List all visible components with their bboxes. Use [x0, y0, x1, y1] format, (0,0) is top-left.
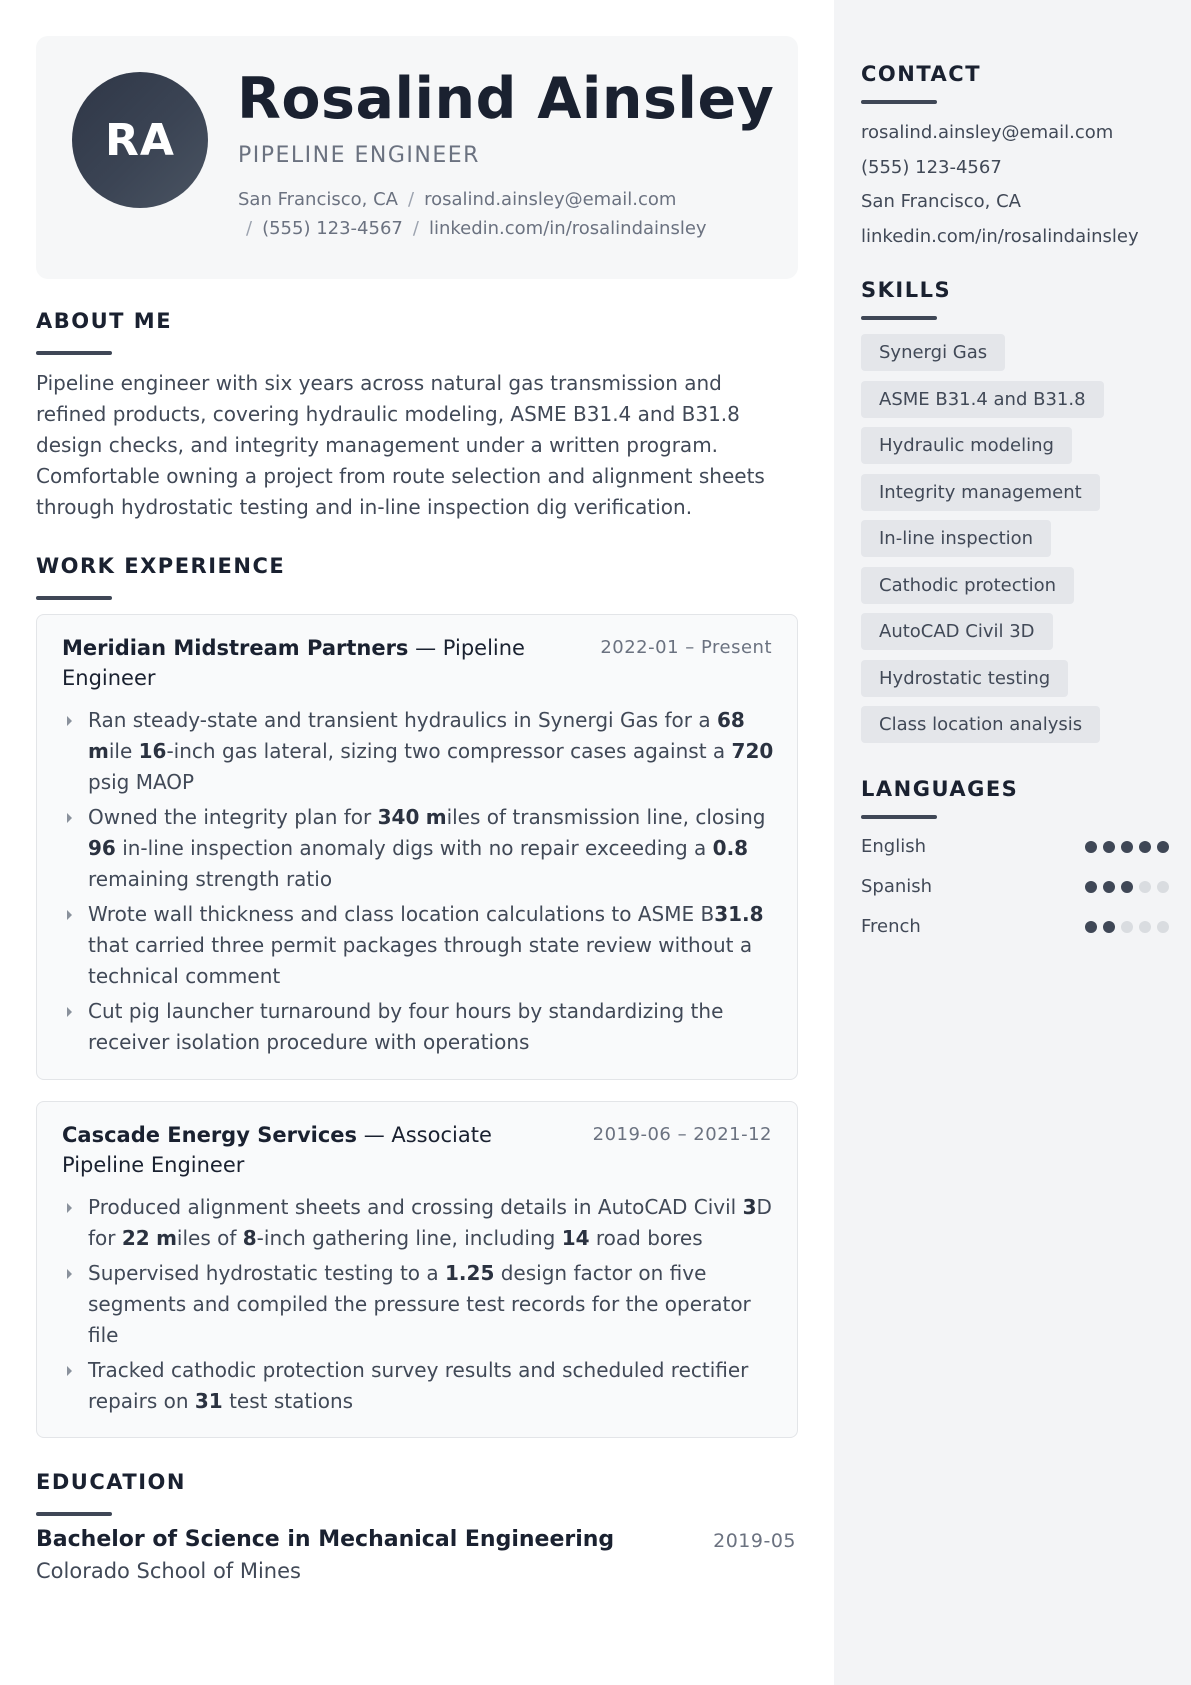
bullet-arrow-icon: [67, 1203, 72, 1213]
language-level-dots: [1085, 921, 1169, 933]
separator: /: [412, 218, 419, 239]
languages-heading-underline: [861, 815, 937, 819]
rating-dot-filled-icon: [1103, 921, 1115, 933]
bullet-text: that carried three permit packages through state review without a technical comment: [88, 933, 753, 988]
bullet-text: Produced alignment sheets and crossing details in AutoCAD Civil: [88, 1195, 743, 1219]
rating-dot-filled-icon: [1103, 841, 1115, 853]
header-card: [36, 36, 798, 279]
rating-dot-filled-icon: [1121, 881, 1133, 893]
job-bullets: [62, 1192, 777, 1421]
bullet-emphasis: 340: [377, 805, 420, 829]
language-name: English: [861, 836, 926, 857]
rating-dot-empty-icon: [1157, 921, 1169, 933]
sidebar-email-link[interactable]: rosalind.ainsley@email.com: [861, 122, 1114, 143]
rating-dot-empty-icon: [1121, 921, 1133, 933]
job-bullet: [62, 996, 777, 1058]
education-heading: EDUCATION: [36, 1470, 186, 1494]
job-role: — Pipeline Engineer: [62, 636, 525, 690]
education-school: Colorado School of Mines: [36, 1559, 301, 1583]
rating-dot-empty-icon: [1139, 921, 1151, 933]
avatar: RA: [72, 72, 208, 208]
job-company: Meridian Midstream Partners: [62, 636, 409, 660]
rating-dot-filled-icon: [1139, 841, 1151, 853]
rating-dot-empty-icon: [1157, 881, 1169, 893]
language-level-dots: [1085, 841, 1169, 853]
bullet-text: -inch gathering line, including: [256, 1226, 562, 1250]
language-name: French: [861, 916, 921, 937]
experience-heading: WORK EXPERIENCE: [36, 554, 286, 578]
skills-heading: SKILLS: [861, 278, 952, 302]
bullet-emphasis: 3: [742, 1195, 757, 1219]
bullet-arrow-icon: [67, 1269, 72, 1279]
candidate-name: Rosalind Ainsley: [237, 66, 775, 132]
bullet-emphasis: 96: [88, 836, 116, 860]
bullet-emphasis: m: [425, 805, 447, 829]
rating-dot-filled-icon: [1085, 921, 1097, 933]
languages-heading: LANGUAGES: [861, 776, 1019, 801]
bullet-emphasis: 0.8: [712, 836, 749, 860]
separator: /: [246, 218, 253, 239]
sidebar-phone: (555) 123-4567: [861, 156, 1002, 178]
job-role: — Associate Pipeline Engineer: [62, 1123, 492, 1177]
bullet-emphasis: m: [88, 739, 109, 763]
job-bullet: [62, 1258, 777, 1351]
bullet-arrow-icon: [67, 1007, 72, 1017]
job-card: [36, 614, 798, 1080]
bullet-text: remaining strength ratio: [88, 867, 333, 891]
bullet-text: design factor on five segments and compiled the pressure test records for the operator file: [88, 1261, 751, 1347]
experience-heading-underline: [36, 596, 112, 600]
language-level-dots: [1085, 881, 1169, 893]
header-contact-line-1: [238, 189, 676, 210]
bullet-arrow-icon: [67, 1366, 72, 1376]
bullet-emphasis: 14: [561, 1226, 590, 1250]
skill-tag: Class location analysis: [861, 706, 1100, 743]
skill-tag: In-line inspection: [861, 520, 1051, 557]
header-email-link[interactable]: rosalind.ainsley@email.com: [424, 189, 677, 210]
bullet-text: in-line inspection anomaly digs with no repair exceeding a: [115, 836, 713, 860]
separator: /: [407, 189, 415, 210]
sidebar-location: San Francisco, CA: [861, 191, 1021, 212]
job-bullet: [62, 1355, 777, 1417]
bullet-text: ile: [108, 739, 139, 763]
skill-tag: Hydraulic modeling: [861, 427, 1072, 464]
language-name: Spanish: [861, 876, 933, 897]
skill-tag: Cathodic protection: [861, 567, 1074, 604]
bullet-emphasis: 8: [242, 1226, 257, 1250]
header-location: San Francisco, CA: [238, 189, 398, 210]
job-bullets: [62, 705, 777, 1062]
skill-tag: Synergi Gas: [861, 334, 1005, 371]
header-linkedin-link[interactable]: linkedin.com/in/rosalindainsley: [428, 218, 707, 239]
sidebar-linkedin-link[interactable]: linkedin.com/in/rosalindainsley: [861, 225, 1139, 247]
skills-list: [861, 334, 1169, 753]
candidate-title: PIPELINE ENGINEER: [238, 143, 480, 168]
bullet-text: Ran steady-state and transient hydraulics in Synergi Gas for a: [88, 708, 717, 732]
bullet-text: iles of transmission line, closing: [446, 805, 766, 829]
bullet-emphasis: 68: [716, 708, 745, 732]
bullet-text: Wrote wall thickness and class location calculations to ASME B: [88, 902, 715, 926]
bullet-text: -inch gas lateral, sizing two compressor cases against a: [166, 739, 732, 763]
job-dates: 2019-06 – 2021-12: [592, 1124, 772, 1145]
bullet-text: Cut pig launcher turnaround by four hours by standardizing the receiver isolation procedure with operations: [88, 999, 724, 1054]
bullet-emphasis: 1.25: [445, 1261, 495, 1285]
header-phone: (555) 123-4567: [262, 218, 403, 239]
rating-dot-filled-icon: [1121, 841, 1133, 853]
bullet-emphasis: 31: [194, 1389, 223, 1413]
job-title: [62, 633, 542, 693]
bullet-text: iles of: [176, 1226, 243, 1250]
about-heading-underline: [36, 351, 112, 355]
bullet-emphasis: m: [156, 1226, 177, 1250]
about-heading: ABOUT ME: [36, 309, 173, 333]
about-text: Pipeline engineer with six years across natural gas transmission and refined products, covering hydraulic modeling, ASME B31.4 and B31.8 design checks, and integrity management under a written program. Comfortable owning a project from route selection and alignment sheets through hydrostatic testing and in-line inspection dig verification.: [36, 371, 765, 519]
skill-tag: Integrity management: [861, 474, 1100, 511]
bullet-emphasis: 31.8: [714, 902, 764, 926]
skill-tag: Hydrostatic testing: [861, 660, 1068, 697]
job-bullet: [62, 899, 777, 992]
skills-heading-underline: [861, 316, 937, 320]
header-contact-line-2: [246, 218, 707, 239]
bullet-text: test stations: [222, 1389, 354, 1413]
bullet-text: Owned the integrity plan for: [88, 805, 378, 829]
education-heading-underline: [36, 1512, 112, 1516]
contact-heading-underline: [861, 100, 937, 104]
skill-tag: AutoCAD Civil 3D: [861, 613, 1053, 650]
rating-dot-filled-icon: [1157, 841, 1169, 853]
job-title: [62, 1120, 542, 1180]
rating-dot-filled-icon: [1103, 881, 1115, 893]
language-row: [861, 907, 1169, 947]
contact-heading: CONTACT: [861, 62, 982, 86]
bullet-arrow-icon: [67, 813, 72, 823]
bullet-emphasis: 16: [138, 739, 167, 763]
bullet-text: Supervised hydrostatic testing to a: [88, 1261, 446, 1285]
job-bullet: [62, 1192, 777, 1254]
sidebar: [834, 0, 1191, 1685]
job-bullet: [62, 705, 777, 798]
job-bullet: [62, 802, 777, 895]
bullet-text: road bores: [589, 1226, 703, 1250]
education-date: 2019-05: [713, 1530, 796, 1552]
rating-dot-empty-icon: [1139, 881, 1151, 893]
bullet-emphasis: 22: [121, 1226, 150, 1250]
rating-dot-filled-icon: [1085, 881, 1097, 893]
education-degree: Bachelor of Science in Mechanical Engineering: [36, 1527, 615, 1552]
rating-dot-filled-icon: [1085, 841, 1097, 853]
language-row: [861, 827, 1169, 867]
job-company: Cascade Energy Services: [62, 1123, 358, 1147]
bullet-text: D for: [88, 1195, 772, 1250]
bullet-text: psig MAOP: [88, 770, 195, 794]
job-dates: 2022-01 – Present: [600, 637, 772, 658]
languages-list: [861, 827, 1169, 947]
bullet-arrow-icon: [67, 910, 72, 920]
bullet-text: Tracked cathodic protection survey results and scheduled rectifier repairs on: [88, 1358, 749, 1413]
bullet-emphasis: 720: [731, 739, 774, 763]
skill-tag: ASME B31.4 and B31.8: [861, 381, 1104, 418]
bullet-arrow-icon: [67, 716, 72, 726]
sidebar-contact-list: [861, 116, 1169, 254]
job-card: [36, 1101, 798, 1438]
language-row: [861, 867, 1169, 907]
